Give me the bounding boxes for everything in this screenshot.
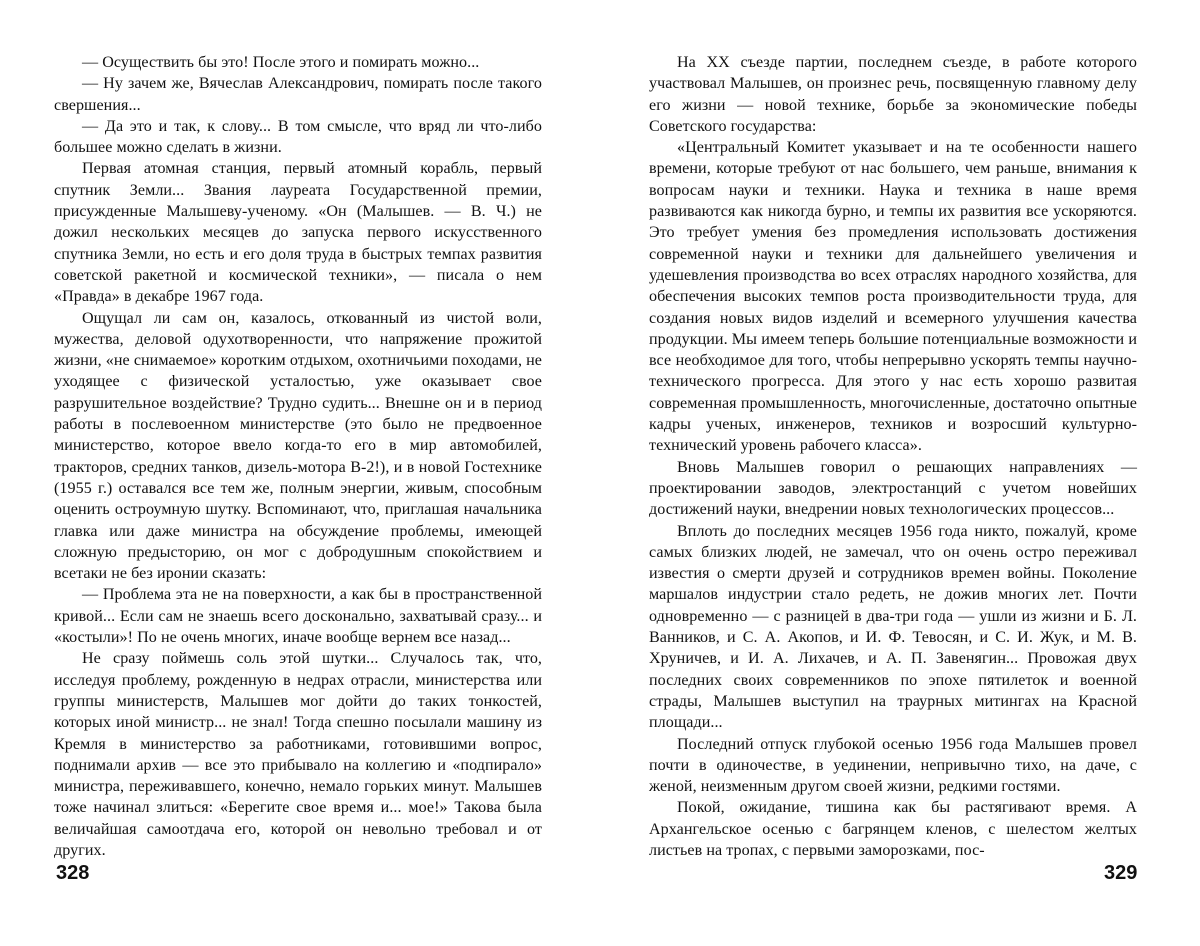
- right-paragraph-6: Покой, ожидание, тишина как бы растягивают время. А Архангельское осенью с багрянцем кленов, с шелестом желтых листьев на тропах, с первыми заморозками, пос-: [649, 799, 1137, 859]
- left-paragraph-5: Ощущал ли сам он, казалось, откованный из чистой воли, мужества, деловой одухотворенности, что напряжение прожитой жизни, «не снимаемое» коротким отдыхом, охотничьими походами, не уходящее с физической усталостью, уже оказывает свое разрушительное воздействие? Трудно судить... Внешне он и в период работы в послевоенном министерстве (это было не предвоенное министерство, которое ввело когда-то его в мир автомобилей, тракторов, средних танков, дизель-мотора В-2!), и в новой Гостехнике (1955 г.) оставался все тем же, полным энергии, живым, способным оценить остроумную шутку. Вспоминают, что, приглашая начальника главка или даже министра на обсуждение проблемы, имеющей сложную предысторию, он мог с добродушным спокойствием и всетаки не без иронии сказать:: [54, 309, 542, 583]
- right-page: [649, 52, 1137, 861]
- left-paragraph-6: — Проблема эта не на поверхности, а как бы в пространственной кривой... Если сам не знаешь всего досконально, захватывай сразу... и «костыли»! По не очень многих, иначе вообще вернем все назад...: [54, 586, 542, 647]
- left-paragraph-3: — Да это и так, к слову... В том смысле, что вряд ли что-либо большее можно сделать в жизни.: [54, 117, 542, 157]
- right-paragraph-4: Вплоть до последних месяцев 1956 года никто, пожалуй, кроме самых близких людей, не замечал, что он очень остро переживал известия о смерти друзей и сотрудников времен войны. Поколение маршалов индустрии стало редеть, не дожив многих лет. Почти одновременно — с разницей в два-три года — ушли из жизни и Б. Л. Ванников, и С. А. Акопов, и И. Ф. Тевосян, и С. И. Жук, и М. В. Хруничев, и И. А. Лихачев, и А. П. Завенягин... Провожая двух последних своих современников по эпохе пятилеток и военной страды, Малышев выступил на траурных митингах на Красной площади...: [649, 522, 1137, 732]
- right-page-number: 329: [1104, 862, 1138, 884]
- left-page: [54, 52, 542, 861]
- left-paragraph-1: — Осуществить бы это! После этого и помирать можно...: [82, 54, 480, 71]
- right-paragraph-2: «Центральный Комитет указывает и на те особенности нашего времени, которые требуют от нас большего, чем раньше, внимания к вопросам науки и техники. Наука и техника в наше время развиваются как никогда бурно, и темпы их развития все ускоряются. Это требует умения без промедления использовать достижения современной науки и техники для дальнейшего увеличения и удешевления производства во всех отраслях народного хозяйства, для обеспечения высоких темпов роста производительности труда, для создания новых видов изделий и всемерного улучшения качества продукции. Мы имеем теперь большие потенциальные возможности и все необходимое для того, чтобы непрерывно ускорять темпы научно-технического прогресса. Для этого у нас есть хорошо развитая современная промышленность, многочисленные, достаточно опытные кадры ученых, инженеров, техников и возросший культурно-технический уровень рабочего класса».: [649, 139, 1137, 455]
- left-paragraph-4: Первая атомная станция, первый атомный корабль, первый спутник Земли... Звания лауреата Государственной премии, присужденные Малышеву-ученому. «Он (Малышев. — В. Ч.) не дожил нескольких месяцев до запуска первого искусственного спутника Земли, но есть и его доля труда в быстрых темпах развития советской ракетной и космической техники», — писала о нем «Правда» в декабре 1967 года.: [54, 160, 542, 306]
- left-paragraph-2: — Ну зачем же, Вячеслав Александрович, помирать после такого свершения...: [54, 75, 542, 114]
- left-page-number: 328: [56, 862, 90, 884]
- right-paragraph-5: Последний отпуск глубокой осенью 1956 года Малышев провел почти в одиночестве, в уединении, непривычно тихо, на даче, с женой, неизменным другом своей жизни, редкими гостями.: [649, 735, 1137, 796]
- right-paragraph-1: На XX съезде партии, последнем съезде, в работе которого участвовал Малышев, он произнес речь, посвященную главному делу его жизни — новой технике, борьбе за экономические победы Советского государства:: [649, 54, 1137, 135]
- left-paragraph-7: Не сразу поймешь соль этой шутки... Случалось так, что, исследуя проблему, рожденную в недрах отрасли, министерства или группы министерств, Малышев мог дойти до таких тонкостей, которых иной министр... не знал! Тогда спешно посылали машину из Кремля в министерство за работниками, готовившими вопрос, поднимали архив — все это прибывало на коллегию и «подпирало» министра, переживавшего, конечно, немало горьких минут. Малышев тоже начинал злиться: «Берегите свое время и... мое!» Такова была величайшая самоотдача его, которой он невольно требовал и от других.: [54, 650, 542, 859]
- right-paragraph-3: Вновь Малышев говорил о решающих направлениях — проектировании заводов, электростанций с учетом новейших достижений науки, внедрении новых технологических процессов...: [649, 458, 1137, 519]
